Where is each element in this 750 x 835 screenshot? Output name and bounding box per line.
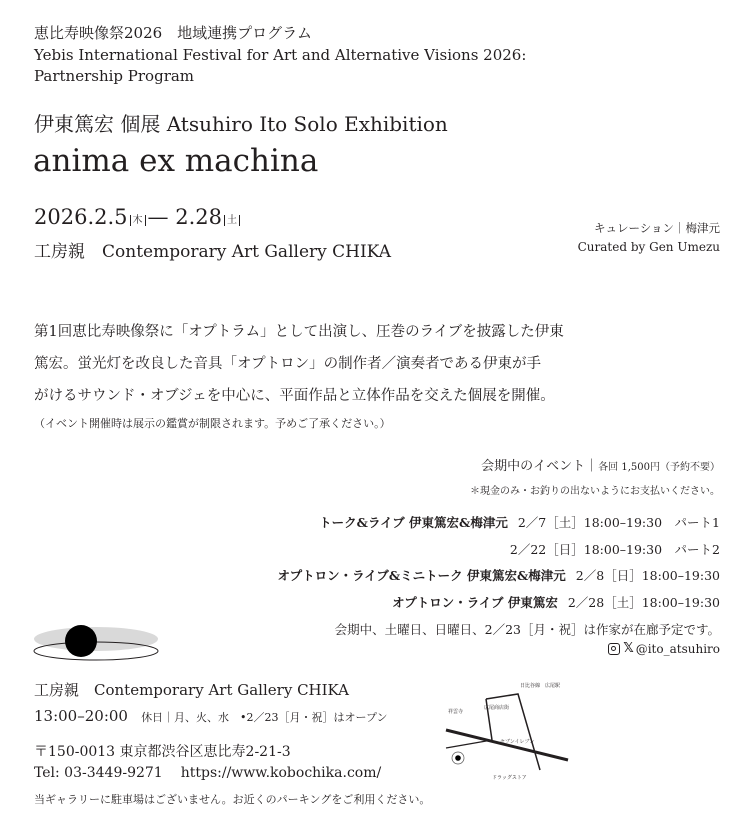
map-temple: 祥雲寺 — [448, 709, 464, 715]
curator-ja: キュレーション｜梅津元 — [593, 221, 720, 235]
sns-row — [608, 641, 720, 656]
event-when: 2／7［土］18:00–19:30 パート1 — [517, 515, 720, 530]
header-line-2: Yebis International Festival for Art and Alternative Visions 2026: — [34, 46, 527, 64]
date-start: 2026.2.5 — [34, 205, 128, 229]
date-end: 2.28 — [175, 205, 222, 229]
gallery-address: 〒150-0013 東京都渋谷区恵比寿2-21-3 — [34, 744, 291, 760]
exhibition-title: anima ex machina — [33, 143, 319, 179]
events-heading-label: 会期中のイベント｜ — [481, 459, 599, 474]
events-cash-note: ＊現金のみ・お釣りの出ないようにお支払いください。 — [470, 486, 720, 497]
map-station: 日比谷線 広尾駅 — [520, 683, 561, 689]
event-who: オプトロン・ライブ 伊東篤宏 — [392, 595, 558, 610]
eye-logo — [30, 614, 162, 664]
event-who: オプトロン・ライブ&ミニトーク 伊東篤宏&梅津元 — [277, 568, 566, 583]
day-end: 土 — [224, 215, 240, 226]
instagram-icon[interactable] — [608, 643, 620, 655]
event-who: トーク&ライブ 伊東篤宏&梅津元 — [319, 515, 508, 530]
description-note: （イベント開催時は展示の鑑賞が制限されます。予めご了承ください。） — [34, 417, 391, 430]
gallery-contact — [34, 765, 381, 781]
event-item-2 — [510, 540, 720, 558]
gallery-tel[interactable]: Tel: 03-3449-9271 — [34, 765, 163, 781]
gallery-url[interactable]: https://www.kobochika.com/ — [180, 765, 382, 781]
gallery-parking: 当ギャラリーに駐車場はございません。お近くのパーキングをご利用ください。 — [34, 793, 431, 806]
event-item-1 — [319, 513, 720, 531]
access-map — [428, 674, 578, 786]
curator-en: Curated by Gen Umezu — [577, 240, 720, 254]
event-when: 2／28［土］18:00–19:30 — [567, 595, 720, 610]
map-drawing — [428, 674, 578, 786]
day-start: 木 — [130, 215, 146, 226]
gallery-hours: 13:00–20:00 — [34, 707, 128, 725]
events-price: 各回 1,500円（予約不要） — [598, 462, 720, 473]
x-icon[interactable]: 𝕏 — [623, 641, 634, 656]
artist-presence: 会期中、土曜日、日曜日、2／23［月・祝］は作家が在廊予定です。 — [334, 622, 720, 637]
description-line-1: 第1回恵比寿映像祭に「オプトラム」として出演し、圧巻のライブを披露した伊東 — [34, 324, 564, 340]
exhibition-subtitle: 伊東篤宏 個展 Atsuhiro Ito Solo Exhibition — [34, 112, 448, 136]
event-item-3 — [277, 566, 720, 584]
description-line-2: 篤宏。蛍光灯を改良した音具「オプトロン」の制作者／演奏者である伊東が手 — [34, 356, 542, 372]
header-line-3: Partnership Program — [34, 67, 195, 85]
event-item-4 — [392, 593, 720, 611]
gallery-hours-row — [34, 706, 388, 725]
events-heading — [481, 455, 720, 474]
event-when: 2／8［日］18:00–19:30 — [575, 568, 720, 583]
exhibition-venue: 工房親 Contemporary Art Gallery CHIKA — [34, 242, 391, 262]
sns-handle[interactable]: @ito_atsuhiro — [635, 641, 720, 656]
exhibition-dates — [34, 205, 242, 229]
gallery-closed: 休日｜月、火、水 •2／23［月・祝］はオープン — [141, 711, 388, 724]
map-store-1: セブンイレブン — [500, 739, 535, 745]
header-line-1: 恵比寿映像祭2026 地域連携プログラム — [34, 24, 313, 42]
map-street: 広尾商店街 — [484, 705, 510, 711]
gallery-name: 工房親 Contemporary Art Gallery CHIKA — [34, 681, 349, 699]
description-line-3: がけるサウンド・オブジェを中心に、平面作品と立体作品を交えた個展を開催。 — [34, 388, 555, 404]
event-when: 2／22［日］18:00–19:30 パート2 — [509, 542, 720, 557]
map-store-2: ドラッグストア — [492, 775, 527, 781]
date-dash: — — [147, 205, 176, 229]
